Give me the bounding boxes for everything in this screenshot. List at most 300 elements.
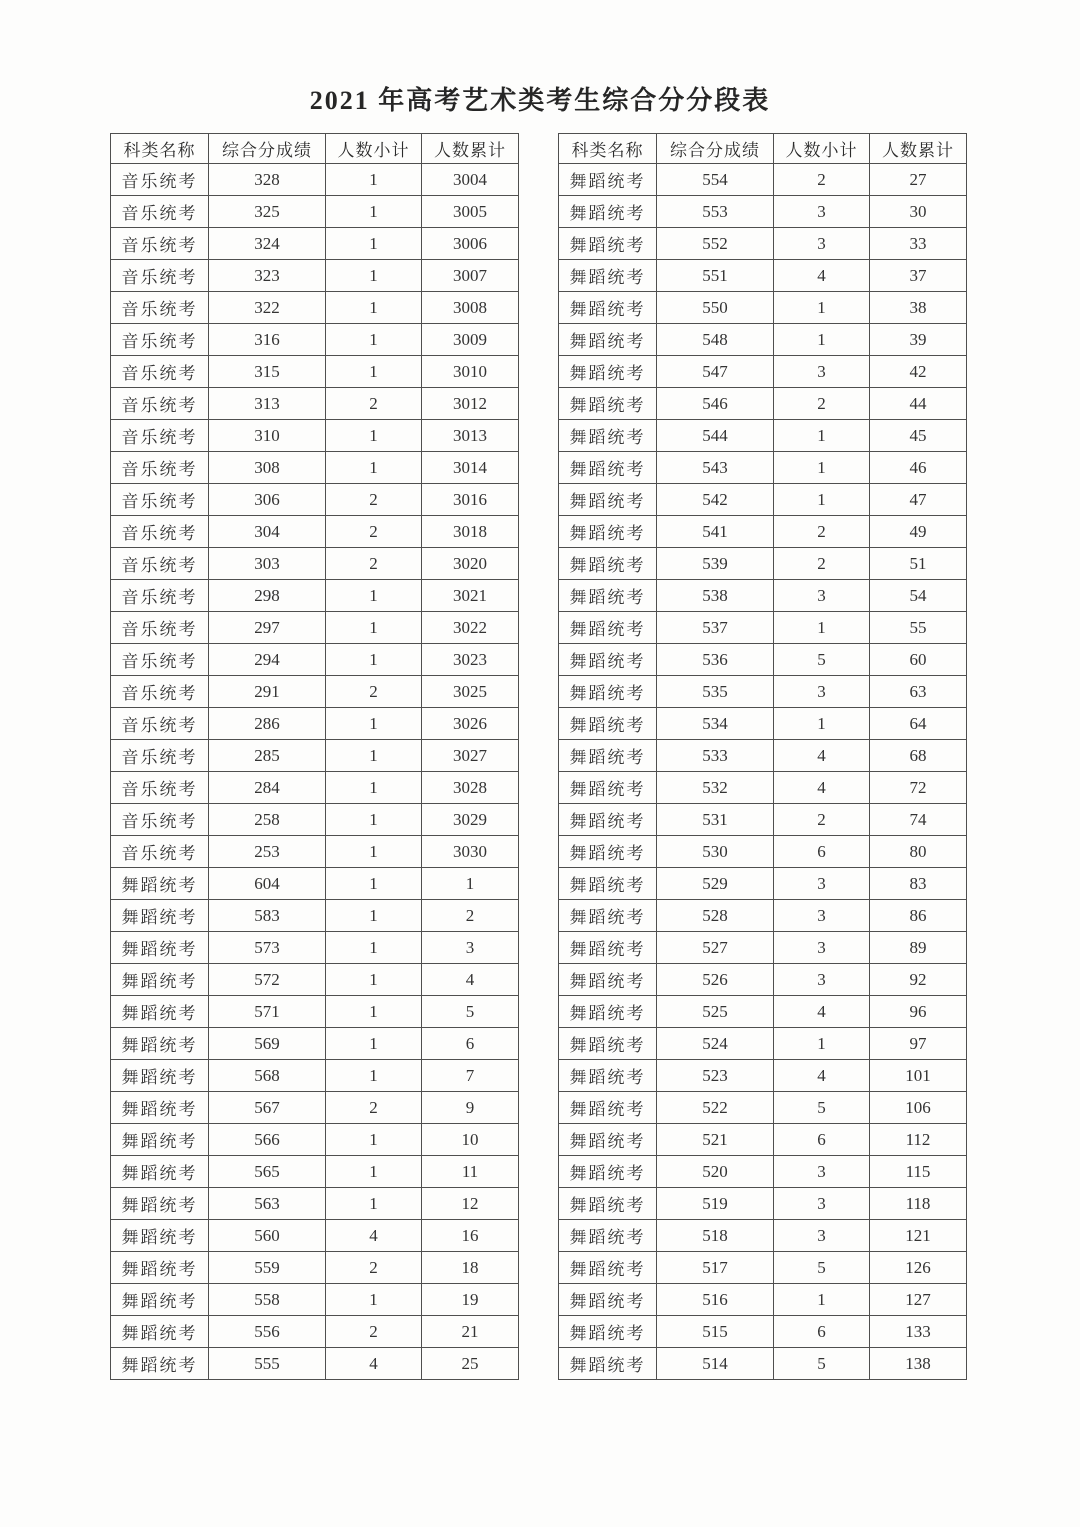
cumulative-cell: 30 bbox=[870, 196, 967, 228]
category-cell: 舞蹈统考 bbox=[559, 164, 657, 196]
table-row bbox=[111, 324, 519, 356]
category-cell: 舞蹈统考 bbox=[559, 1092, 657, 1124]
count-cell: 1 bbox=[774, 324, 870, 356]
count-cell: 1 bbox=[326, 900, 422, 932]
count-cell: 2 bbox=[774, 388, 870, 420]
count-cell: 2 bbox=[326, 388, 422, 420]
count-cell: 4 bbox=[774, 772, 870, 804]
table-row bbox=[111, 1188, 519, 1220]
score-cell: 552 bbox=[657, 228, 774, 260]
cumulative-cell: 11 bbox=[422, 1156, 519, 1188]
score-cell: 306 bbox=[209, 484, 326, 516]
table-row bbox=[111, 868, 519, 900]
score-cell: 563 bbox=[209, 1188, 326, 1220]
table-row bbox=[559, 1316, 967, 1348]
table-row bbox=[111, 420, 519, 452]
category-cell: 舞蹈统考 bbox=[111, 1316, 209, 1348]
count-cell: 1 bbox=[326, 1124, 422, 1156]
category-cell: 舞蹈统考 bbox=[559, 932, 657, 964]
score-cell: 550 bbox=[657, 292, 774, 324]
table-row bbox=[559, 452, 967, 484]
score-cell: 567 bbox=[209, 1092, 326, 1124]
table-row bbox=[559, 548, 967, 580]
table-row bbox=[559, 1028, 967, 1060]
column-header-count: 人数小计 bbox=[326, 134, 422, 164]
table-row bbox=[111, 580, 519, 612]
category-cell: 音乐统考 bbox=[111, 452, 209, 484]
cumulative-cell: 3030 bbox=[422, 836, 519, 868]
score-cell: 543 bbox=[657, 452, 774, 484]
category-cell: 音乐统考 bbox=[111, 484, 209, 516]
category-cell: 舞蹈统考 bbox=[111, 932, 209, 964]
cumulative-cell: 64 bbox=[870, 708, 967, 740]
cumulative-cell: 3014 bbox=[422, 452, 519, 484]
count-cell: 6 bbox=[774, 1316, 870, 1348]
count-cell: 1 bbox=[326, 612, 422, 644]
count-cell: 3 bbox=[774, 900, 870, 932]
table-row bbox=[111, 1028, 519, 1060]
count-cell: 1 bbox=[326, 1188, 422, 1220]
cumulative-cell: 118 bbox=[870, 1188, 967, 1220]
cumulative-cell: 46 bbox=[870, 452, 967, 484]
cumulative-cell: 5 bbox=[422, 996, 519, 1028]
score-cell: 284 bbox=[209, 772, 326, 804]
count-cell: 1 bbox=[326, 644, 422, 676]
cumulative-cell: 3008 bbox=[422, 292, 519, 324]
score-cell: 536 bbox=[657, 644, 774, 676]
count-cell: 1 bbox=[774, 1284, 870, 1316]
score-cell: 566 bbox=[209, 1124, 326, 1156]
score-cell: 303 bbox=[209, 548, 326, 580]
score-cell: 559 bbox=[209, 1252, 326, 1284]
cumulative-cell: 72 bbox=[870, 772, 967, 804]
category-cell: 舞蹈统考 bbox=[559, 676, 657, 708]
table-body-right bbox=[559, 164, 967, 1380]
table-row bbox=[111, 772, 519, 804]
cumulative-cell: 47 bbox=[870, 484, 967, 516]
count-cell: 3 bbox=[774, 932, 870, 964]
table-row bbox=[559, 868, 967, 900]
category-cell: 舞蹈统考 bbox=[559, 644, 657, 676]
count-cell: 1 bbox=[326, 356, 422, 388]
cumulative-cell: 45 bbox=[870, 420, 967, 452]
table-row bbox=[559, 772, 967, 804]
score-cell: 571 bbox=[209, 996, 326, 1028]
table-row bbox=[111, 612, 519, 644]
score-cell: 560 bbox=[209, 1220, 326, 1252]
cumulative-cell: 3005 bbox=[422, 196, 519, 228]
cumulative-cell: 3022 bbox=[422, 612, 519, 644]
category-cell: 舞蹈统考 bbox=[559, 356, 657, 388]
cumulative-cell: 3006 bbox=[422, 228, 519, 260]
table-row bbox=[111, 516, 519, 548]
cumulative-cell: 21 bbox=[422, 1316, 519, 1348]
count-cell: 1 bbox=[326, 164, 422, 196]
count-cell: 1 bbox=[774, 292, 870, 324]
count-cell: 4 bbox=[774, 740, 870, 772]
count-cell: 1 bbox=[326, 772, 422, 804]
category-cell: 舞蹈统考 bbox=[111, 868, 209, 900]
table-row bbox=[111, 1156, 519, 1188]
column-header-cumulative: 人数累计 bbox=[870, 134, 967, 164]
cumulative-cell: 51 bbox=[870, 548, 967, 580]
category-cell: 舞蹈统考 bbox=[559, 612, 657, 644]
score-cell: 533 bbox=[657, 740, 774, 772]
count-cell: 4 bbox=[774, 996, 870, 1028]
cumulative-cell: 3012 bbox=[422, 388, 519, 420]
category-cell: 舞蹈统考 bbox=[559, 1284, 657, 1316]
score-cell: 526 bbox=[657, 964, 774, 996]
table-row bbox=[559, 1348, 967, 1380]
score-cell: 568 bbox=[209, 1060, 326, 1092]
table-row bbox=[559, 484, 967, 516]
score-cell: 555 bbox=[209, 1348, 326, 1380]
category-cell: 音乐统考 bbox=[111, 772, 209, 804]
score-cell: 554 bbox=[657, 164, 774, 196]
count-cell: 1 bbox=[326, 452, 422, 484]
score-cell: 604 bbox=[209, 868, 326, 900]
count-cell: 4 bbox=[774, 1060, 870, 1092]
category-cell: 舞蹈统考 bbox=[111, 1252, 209, 1284]
category-cell: 音乐统考 bbox=[111, 836, 209, 868]
category-cell: 舞蹈统考 bbox=[559, 484, 657, 516]
table-row bbox=[111, 452, 519, 484]
score-cell: 547 bbox=[657, 356, 774, 388]
category-cell: 舞蹈统考 bbox=[559, 1156, 657, 1188]
score-cell: 544 bbox=[657, 420, 774, 452]
category-cell: 音乐统考 bbox=[111, 260, 209, 292]
score-cell: 522 bbox=[657, 1092, 774, 1124]
category-cell: 舞蹈统考 bbox=[559, 1316, 657, 1348]
cumulative-cell: 127 bbox=[870, 1284, 967, 1316]
category-cell: 音乐统考 bbox=[111, 804, 209, 836]
count-cell: 1 bbox=[326, 740, 422, 772]
cumulative-cell: 25 bbox=[422, 1348, 519, 1380]
category-cell: 舞蹈统考 bbox=[559, 420, 657, 452]
category-cell: 舞蹈统考 bbox=[559, 804, 657, 836]
table-row bbox=[111, 1220, 519, 1252]
cumulative-cell: 112 bbox=[870, 1124, 967, 1156]
score-cell: 556 bbox=[209, 1316, 326, 1348]
table-row bbox=[559, 612, 967, 644]
category-cell: 舞蹈统考 bbox=[559, 1028, 657, 1060]
cumulative-cell: 96 bbox=[870, 996, 967, 1028]
table-row bbox=[111, 900, 519, 932]
score-cell: 527 bbox=[657, 932, 774, 964]
category-cell: 舞蹈统考 bbox=[559, 836, 657, 868]
score-cell: 523 bbox=[657, 1060, 774, 1092]
count-cell: 2 bbox=[326, 484, 422, 516]
category-cell: 音乐统考 bbox=[111, 644, 209, 676]
score-cell: 310 bbox=[209, 420, 326, 452]
count-cell: 1 bbox=[774, 484, 870, 516]
table-row bbox=[111, 932, 519, 964]
score-cell: 569 bbox=[209, 1028, 326, 1060]
cumulative-cell: 101 bbox=[870, 1060, 967, 1092]
column-header-count: 人数小计 bbox=[774, 134, 870, 164]
category-cell: 舞蹈统考 bbox=[111, 1156, 209, 1188]
cumulative-cell: 92 bbox=[870, 964, 967, 996]
table-row bbox=[111, 836, 519, 868]
score-cell: 535 bbox=[657, 676, 774, 708]
score-cell: 534 bbox=[657, 708, 774, 740]
score-cell: 551 bbox=[657, 260, 774, 292]
table-row bbox=[559, 1092, 967, 1124]
category-cell: 舞蹈统考 bbox=[559, 260, 657, 292]
table-row bbox=[559, 196, 967, 228]
table-row bbox=[111, 644, 519, 676]
score-cell: 315 bbox=[209, 356, 326, 388]
cumulative-cell: 126 bbox=[870, 1252, 967, 1284]
count-cell: 1 bbox=[326, 1028, 422, 1060]
category-cell: 舞蹈统考 bbox=[559, 324, 657, 356]
cumulative-cell: 4 bbox=[422, 964, 519, 996]
table-row bbox=[559, 964, 967, 996]
category-cell: 舞蹈统考 bbox=[111, 1188, 209, 1220]
table-row bbox=[111, 228, 519, 260]
score-cell: 323 bbox=[209, 260, 326, 292]
category-cell: 舞蹈统考 bbox=[111, 964, 209, 996]
score-cell: 304 bbox=[209, 516, 326, 548]
table-row bbox=[559, 580, 967, 612]
table-row bbox=[111, 356, 519, 388]
score-cell: 316 bbox=[209, 324, 326, 356]
table-row bbox=[111, 260, 519, 292]
score-cell: 519 bbox=[657, 1188, 774, 1220]
category-cell: 音乐统考 bbox=[111, 388, 209, 420]
category-cell: 舞蹈统考 bbox=[559, 740, 657, 772]
category-cell: 音乐统考 bbox=[111, 324, 209, 356]
table-row bbox=[111, 1316, 519, 1348]
category-cell: 舞蹈统考 bbox=[559, 1124, 657, 1156]
cumulative-cell: 74 bbox=[870, 804, 967, 836]
header-row bbox=[559, 134, 967, 164]
score-cell: 548 bbox=[657, 324, 774, 356]
count-cell: 1 bbox=[326, 1284, 422, 1316]
score-cell: 313 bbox=[209, 388, 326, 420]
column-header-score: 综合分成绩 bbox=[657, 134, 774, 164]
count-cell: 1 bbox=[326, 932, 422, 964]
table-row bbox=[559, 1060, 967, 1092]
count-cell: 1 bbox=[774, 612, 870, 644]
table-row bbox=[559, 708, 967, 740]
table-row bbox=[111, 964, 519, 996]
cumulative-cell: 55 bbox=[870, 612, 967, 644]
cumulative-cell: 89 bbox=[870, 932, 967, 964]
count-cell: 3 bbox=[774, 1156, 870, 1188]
count-cell: 6 bbox=[774, 836, 870, 868]
table-row bbox=[111, 804, 519, 836]
category-cell: 音乐统考 bbox=[111, 676, 209, 708]
count-cell: 3 bbox=[774, 868, 870, 900]
count-cell: 3 bbox=[774, 356, 870, 388]
count-cell: 3 bbox=[774, 228, 870, 260]
score-cell: 298 bbox=[209, 580, 326, 612]
score-cell: 324 bbox=[209, 228, 326, 260]
score-cell: 546 bbox=[657, 388, 774, 420]
table-row bbox=[111, 1124, 519, 1156]
score-cell: 521 bbox=[657, 1124, 774, 1156]
category-cell: 舞蹈统考 bbox=[559, 964, 657, 996]
score-cell: 325 bbox=[209, 196, 326, 228]
cumulative-cell: 3018 bbox=[422, 516, 519, 548]
table-row bbox=[111, 484, 519, 516]
table-row bbox=[111, 292, 519, 324]
score-cell: 517 bbox=[657, 1252, 774, 1284]
category-cell: 音乐统考 bbox=[111, 516, 209, 548]
table-row bbox=[559, 1124, 967, 1156]
score-cell: 328 bbox=[209, 164, 326, 196]
count-cell: 1 bbox=[326, 804, 422, 836]
category-cell: 舞蹈统考 bbox=[559, 452, 657, 484]
cumulative-cell: 27 bbox=[870, 164, 967, 196]
table-row bbox=[559, 996, 967, 1028]
cumulative-cell: 19 bbox=[422, 1284, 519, 1316]
score-cell: 558 bbox=[209, 1284, 326, 1316]
category-cell: 舞蹈统考 bbox=[559, 196, 657, 228]
cumulative-cell: 3020 bbox=[422, 548, 519, 580]
cumulative-cell: 1 bbox=[422, 868, 519, 900]
count-cell: 5 bbox=[774, 1348, 870, 1380]
category-cell: 舞蹈统考 bbox=[559, 1252, 657, 1284]
score-cell: 286 bbox=[209, 708, 326, 740]
category-cell: 音乐统考 bbox=[111, 228, 209, 260]
score-cell: 285 bbox=[209, 740, 326, 772]
score-cell: 516 bbox=[657, 1284, 774, 1316]
table-row bbox=[111, 388, 519, 420]
score-cell: 525 bbox=[657, 996, 774, 1028]
category-cell: 舞蹈统考 bbox=[111, 1348, 209, 1380]
cumulative-cell: 86 bbox=[870, 900, 967, 932]
cumulative-cell: 39 bbox=[870, 324, 967, 356]
count-cell: 1 bbox=[774, 420, 870, 452]
count-cell: 1 bbox=[326, 836, 422, 868]
table-row bbox=[111, 1284, 519, 1316]
cumulative-cell: 12 bbox=[422, 1188, 519, 1220]
score-cell: 537 bbox=[657, 612, 774, 644]
category-cell: 音乐统考 bbox=[111, 708, 209, 740]
count-cell: 2 bbox=[326, 676, 422, 708]
table-row bbox=[111, 1060, 519, 1092]
table-row bbox=[111, 548, 519, 580]
count-cell: 2 bbox=[326, 516, 422, 548]
count-cell: 2 bbox=[326, 1252, 422, 1284]
table-row bbox=[559, 676, 967, 708]
count-cell: 2 bbox=[326, 1316, 422, 1348]
category-cell: 音乐统考 bbox=[111, 548, 209, 580]
category-cell: 舞蹈统考 bbox=[111, 1060, 209, 1092]
cumulative-cell: 63 bbox=[870, 676, 967, 708]
count-cell: 4 bbox=[774, 260, 870, 292]
cumulative-cell: 10 bbox=[422, 1124, 519, 1156]
table-row bbox=[559, 804, 967, 836]
category-cell: 音乐统考 bbox=[111, 740, 209, 772]
table-row bbox=[559, 292, 967, 324]
score-cell: 573 bbox=[209, 932, 326, 964]
category-cell: 舞蹈统考 bbox=[559, 1348, 657, 1380]
count-cell: 2 bbox=[774, 804, 870, 836]
score-cell: 572 bbox=[209, 964, 326, 996]
count-cell: 1 bbox=[326, 996, 422, 1028]
category-cell: 舞蹈统考 bbox=[559, 772, 657, 804]
count-cell: 4 bbox=[326, 1220, 422, 1252]
count-cell: 1 bbox=[326, 1156, 422, 1188]
category-cell: 舞蹈统考 bbox=[559, 1060, 657, 1092]
category-cell: 舞蹈统考 bbox=[111, 1124, 209, 1156]
count-cell: 1 bbox=[326, 292, 422, 324]
category-cell: 舞蹈统考 bbox=[559, 516, 657, 548]
count-cell: 2 bbox=[774, 548, 870, 580]
category-cell: 舞蹈统考 bbox=[559, 900, 657, 932]
count-cell: 3 bbox=[774, 1220, 870, 1252]
count-cell: 3 bbox=[774, 580, 870, 612]
table-row bbox=[559, 164, 967, 196]
cumulative-cell: 3025 bbox=[422, 676, 519, 708]
score-cell: 532 bbox=[657, 772, 774, 804]
table-row bbox=[559, 356, 967, 388]
table-row bbox=[559, 1220, 967, 1252]
score-cell: 514 bbox=[657, 1348, 774, 1380]
cumulative-cell: 133 bbox=[870, 1316, 967, 1348]
count-cell: 1 bbox=[774, 1028, 870, 1060]
score-cell: 529 bbox=[657, 868, 774, 900]
cumulative-cell: 54 bbox=[870, 580, 967, 612]
count-cell: 3 bbox=[774, 676, 870, 708]
cumulative-cell: 9 bbox=[422, 1092, 519, 1124]
category-cell: 舞蹈统考 bbox=[559, 292, 657, 324]
score-cell: 541 bbox=[657, 516, 774, 548]
score-table-left bbox=[110, 133, 519, 1380]
cumulative-cell: 3029 bbox=[422, 804, 519, 836]
table-row bbox=[111, 708, 519, 740]
category-cell: 音乐统考 bbox=[111, 356, 209, 388]
score-cell: 258 bbox=[209, 804, 326, 836]
count-cell: 1 bbox=[774, 452, 870, 484]
table-row bbox=[559, 1284, 967, 1316]
category-cell: 音乐统考 bbox=[111, 420, 209, 452]
table-row bbox=[111, 196, 519, 228]
table-row bbox=[559, 836, 967, 868]
count-cell: 1 bbox=[326, 324, 422, 356]
cumulative-cell: 97 bbox=[870, 1028, 967, 1060]
column-header-category: 科类名称 bbox=[111, 134, 209, 164]
table-row bbox=[559, 420, 967, 452]
column-header-category: 科类名称 bbox=[559, 134, 657, 164]
category-cell: 音乐统考 bbox=[111, 196, 209, 228]
cumulative-cell: 16 bbox=[422, 1220, 519, 1252]
count-cell: 5 bbox=[774, 1092, 870, 1124]
cumulative-cell: 38 bbox=[870, 292, 967, 324]
score-cell: 531 bbox=[657, 804, 774, 836]
count-cell: 5 bbox=[774, 644, 870, 676]
score-cell: 518 bbox=[657, 1220, 774, 1252]
column-header-cumulative: 人数累计 bbox=[422, 134, 519, 164]
category-cell: 舞蹈统考 bbox=[111, 1220, 209, 1252]
category-cell: 舞蹈统考 bbox=[559, 996, 657, 1028]
cumulative-cell: 3016 bbox=[422, 484, 519, 516]
category-cell: 音乐统考 bbox=[111, 164, 209, 196]
score-table-right bbox=[558, 133, 967, 1380]
category-cell: 舞蹈统考 bbox=[559, 868, 657, 900]
score-cell: 253 bbox=[209, 836, 326, 868]
table-row bbox=[559, 1252, 967, 1284]
count-cell: 1 bbox=[774, 708, 870, 740]
tables-container bbox=[110, 133, 967, 1380]
table-row bbox=[111, 740, 519, 772]
score-cell: 538 bbox=[657, 580, 774, 612]
cumulative-cell: 3009 bbox=[422, 324, 519, 356]
table-row bbox=[559, 900, 967, 932]
